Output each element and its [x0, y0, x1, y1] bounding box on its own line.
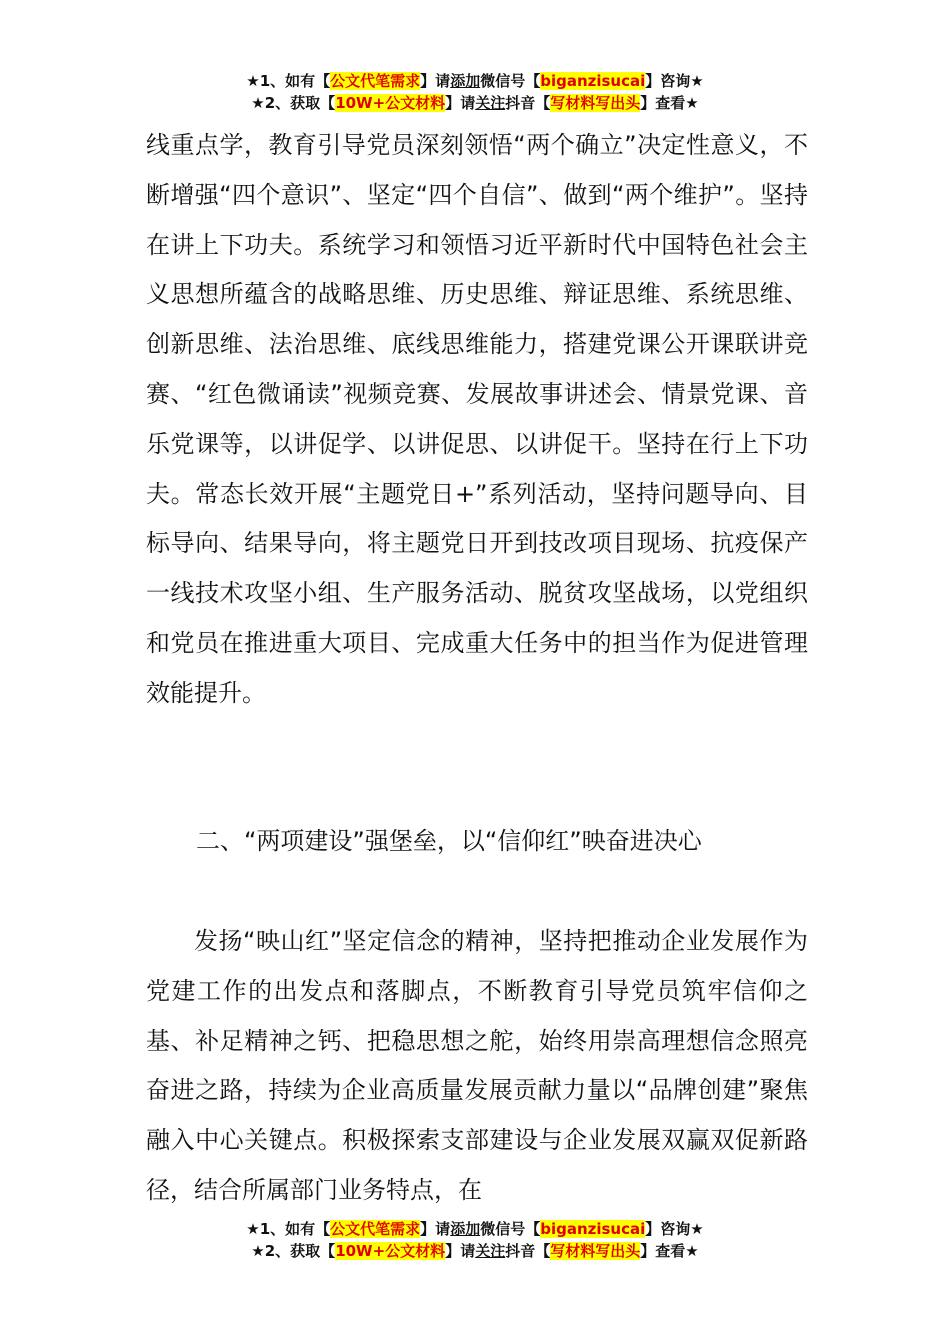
wechat-id: biganzisucai: [540, 1220, 646, 1238]
wechat-id: biganzisucai: [540, 72, 646, 90]
highlight-text: 10W+公文材料: [335, 1242, 446, 1260]
underlined-text: 关注: [475, 94, 506, 112]
body-paragraph-2: 发扬“映山红”坚定信念的精神，坚持把推动企业发展作为党建工作的出发点和落脚点，不断教育引导党员筑牢信仰之基、补足精神之钙、把稳思想之舵，始终用崇高理想信念照亮奋进之路，持续为企业高质量发展贡献力量以“品牌创建”聚焦融入中心关键点。积极探索支部建设与企业发展双赢双促新路径，结合所属部门业务特点，在: [146, 927, 808, 1204]
body-paragraph-1: 线重点学，教育引导党员深刻领悟“两个确立”决定性意义，不断增强“四个意识”、坚定“四个自信”、做到“两个维护”。坚持在讲上下功夫。系统学习和领悟习近平新时代中国特色社会主义思想所蕴含的战略思维、历史思维、辩证思维、系统思维、创新思维、法治思维、底线思维能力，搭建党课公开课联讲竞赛、“红色微诵读”视频竞赛、发展故事讲述会、情景党课、音乐党课等，以讲促学、以讲促思、以讲促干。坚持在行上下功夫。常态长效开展“主题党日+”系列活动，坚持问题导向、目标导向、结果导向，将主题党日开到技改项目现场、抗疫保产一线技术攻坚小组、生产服务活动、脱贫攻坚战场，以党组织和党员在推进重大项目、完成重大任务中的担当作为促进管理效能提升。: [146, 131, 808, 707]
highlight-text: 10W+公文材料: [335, 94, 446, 112]
underlined-text: 关注: [475, 1242, 506, 1260]
highlight-text: 公文代笔需求: [330, 1220, 421, 1238]
douyin-name: 写材料写出头: [550, 94, 641, 112]
banner-line-2: ★2、获取【10W+公文材料】请关注抖音【写材料写出头】查看★: [251, 94, 699, 112]
underlined-text: 添加: [450, 1220, 481, 1238]
footer-banner: [0, 1218, 950, 1262]
highlight-text: 公文代笔需求: [330, 72, 421, 90]
douyin-name: 写材料写出头: [550, 1242, 641, 1260]
header-banner: [0, 70, 950, 114]
banner-line-1: ★1、如有【公文代笔需求】请添加微信号【biganzisucai】咨询★: [246, 1220, 704, 1238]
banner-line-1: ★1、如有【公文代笔需求】请添加微信号【biganzisucai】咨询★: [246, 72, 704, 90]
banner-line-2: ★2、获取【10W+公文材料】请关注抖音【写材料写出头】查看★: [251, 1242, 699, 1260]
section-heading: 二、“两项建设”强堡垒，以“信仰红”映奋进决心: [196, 827, 702, 855]
underlined-text: 添加: [450, 72, 481, 90]
